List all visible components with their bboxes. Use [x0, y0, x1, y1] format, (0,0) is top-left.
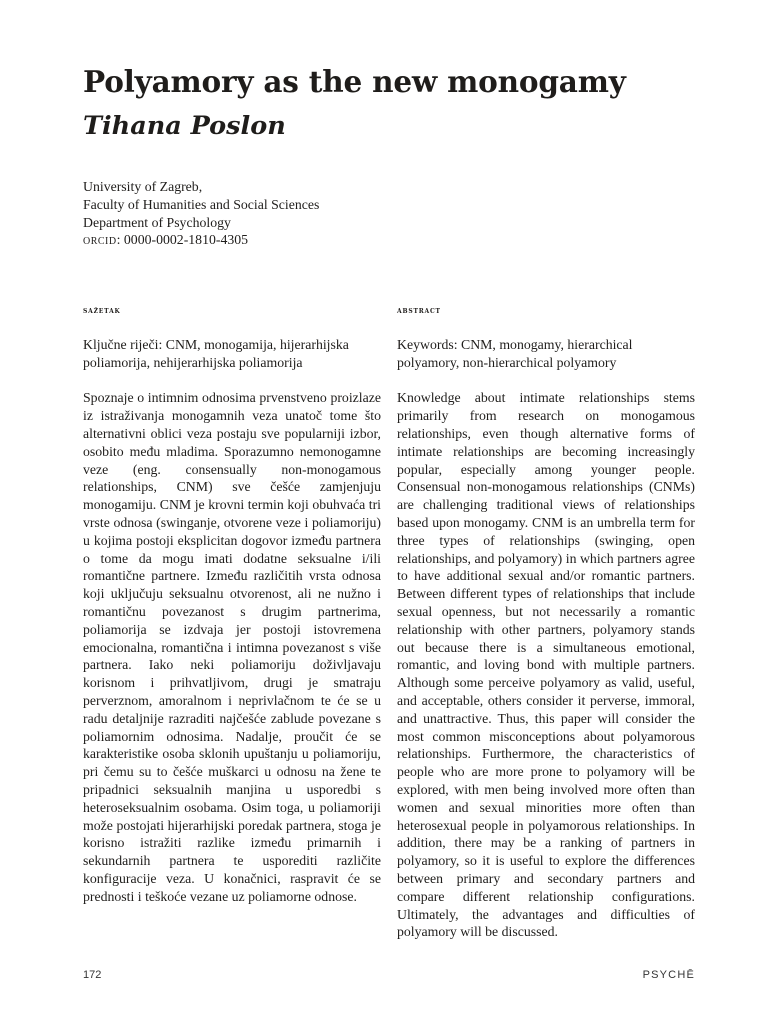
orcid-value: : 0000-0002-1810-4305	[116, 232, 249, 248]
affiliation-block	[83, 178, 483, 249]
affiliation-faculty: Faculty of Humanities and Social Sciences	[83, 196, 320, 212]
affiliation-university: University of Zagreb,	[83, 179, 203, 194]
affiliation-department: Department of Psychology	[83, 214, 231, 230]
author-name: Tihana Poslon	[83, 111, 286, 141]
sazetak-heading: sažetak	[83, 306, 121, 316]
orcid-label: orcid	[83, 232, 117, 248]
page-number: 172	[83, 969, 102, 981]
abstract-keywords: Keywords: CNM, monogamy, hierarchical polyamory, non-hierarchical polyamory	[397, 337, 633, 370]
sazetak-keywords: Ključne riječi: CNM, monogamija, hijerarhijska poliamorija, nehijerarhijska poliamorija	[83, 337, 349, 370]
orcid-line	[83, 231, 483, 249]
abstract-column	[397, 336, 695, 941]
journal-name: PSYCHĒ	[642, 969, 695, 981]
sazetak-column	[83, 336, 381, 906]
abstract-heading: abstract	[397, 306, 441, 316]
article-title: Polyamory as the new monogamy	[83, 64, 626, 99]
sazetak-body: Spoznaje o intimnim odnosima prvenstveno proizlaze iz istraživanja monogamnih veza unatoč tome što alternativni oblici veza postaju sve popularniji izbor, osobito među mladima. Sporazumno nemonogamne veze (eng. consensually non-monogamous relationships, CNM) sve češće zamjenjuju monogamiju. CNM je krovni termin koji obuhvaća tri vrste odnosa (swinganje, otvorene veze i poliamoriju) u kojima postoji eksplicitan dogovor između partnera o tome da mogu imati dodatne seksualne i/ili romantične partnere. Između različitih vrsta odnosa koji uključuju seksualnu otvorenost, ali ne nužno i romantičnu povezanost s drugim partnerima, poliamorija se izdvaja jer postoji istovremena emocionalna, romantična i intimna povezanost s više partnera. Iako neki poliamoriju doživljavaju korisnom i prihvatljivom, drugi je smatraju perverznom, amoralnom i neprivlačnom te će se u radu detaljnije razraditi najčešće zablude povezane s poliamornim odnosima. Nadalje, proučit će se karakteristike osoba sklonih upuštanju u poliamoriju, pri čemu su to češće muškarci u odnosu na žene te pripadnici seksualnih manjina u usporedbi s heteroseksualnim osobama. Osim toga, u poliamoriji može postojati hijerarhijski poredak partnera, stoga je korisno istražiti razlike između primarnih i sekundarnih partnera te usporediti različite konfiguracije veza. U konačnici, raspravit će se prednosti i teškoće vezane uz poliamorne odnose.	[83, 390, 381, 904]
abstract-body: Knowledge about intimate relationships stems primarily from research on monogamous relationships, even though alternative forms of intimate relationships are becoming increasingly popular, especially among younger people. Consensual non-monogamous relationships (CNMs) are challenging traditional views of relationships based upon monogamy. CNM is an umbrella term for three types of relationships (swinging, open relationships, and polyamory) in which partners agree to have additional sexual and/or romantic partners. Between different types of relationships that include sexual openness, but not necessarily a romantic relationship with other partners, polyamory stands out because there is a simultaneous emotional, romantic, and loving bond with multiple partners. Although some perceive polyamory as valid, useful, and acceptable, others consider it perverse, immoral, and unattractive. Thus, this paper will consider the most common misconceptions about polyamorous relationships. Furthermore, the characteristics of people who are more prone to polyamory will be explored, with men being involved more often than women and sexual minorities more often than heterosexual people in polyamorous relationships. In addition, there may be a ranking of partners in polyamory, so it is useful to explore the differences between primary and secondary partners and compare different relationship configurations. Ultimately, the advantages and difficulties of polyamory will be discussed.	[397, 390, 695, 940]
